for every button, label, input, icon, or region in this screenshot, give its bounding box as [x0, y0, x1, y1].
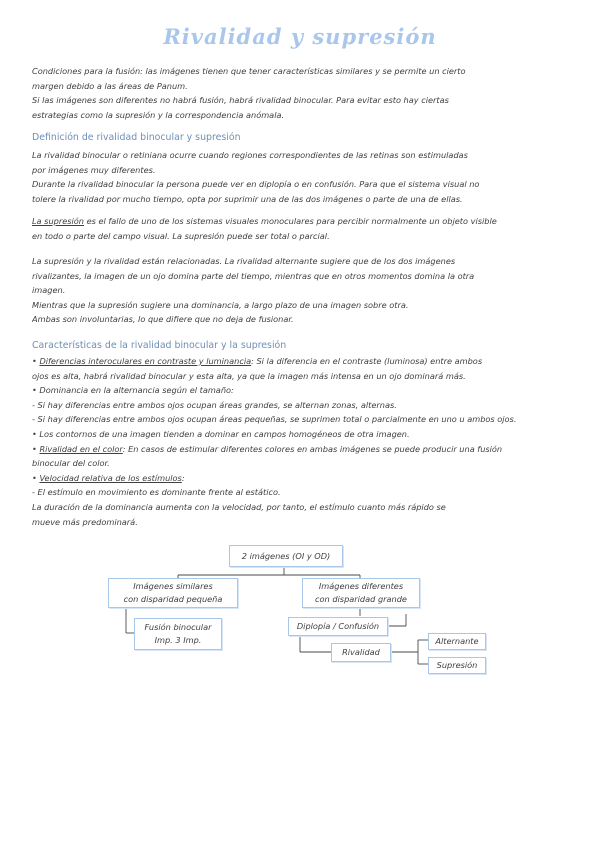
node-label: con disparidad grande: [315, 594, 407, 604]
term: Velocidad relativa de los estímulos: [39, 472, 182, 483]
list-item: • Dominancia en la alternancia según el tamaño:: [32, 385, 234, 396]
list-item: • Los contornos de una imagen tienden a dominar en campos homogéneos de otra imagen.: [32, 428, 410, 439]
intro-line: Condiciones para la fusión: las imágenes tienen que tener características similares y se permite un cierto: [32, 66, 466, 76]
page-title: Rivalidad y supresión: [163, 24, 437, 49]
text-line: La rivalidad binocular o retiniana ocurre cuando regiones correspondientes de las retinas son estimuladas: [32, 150, 468, 160]
node-label: Alternante: [435, 636, 479, 646]
node-label: con disparidad pequeña: [123, 594, 223, 604]
diagram-different-images-node: [302, 578, 420, 608]
text-line: Mientras que la supresión sugiere una dominancia, a largo plazo de una imagen sobre otra.: [32, 299, 409, 310]
term-supresion: La supresión: [32, 216, 84, 226]
intro-line: estrategias como la supresión y la correspondencia anómala.: [32, 109, 285, 120]
list-item: • Diferencias interoculares en contraste y luminancia: Si la diferencia en el contraste (luminosa) entre ambos: [32, 356, 483, 366]
intro-line: margen debido a las áreas de Panum.: [32, 80, 188, 91]
list-item: • Velocidad relativa de los estímulos:: [32, 472, 185, 483]
list-item: ojos es alta, habrá rivalidad binocular y esta alta, ya que la imagen más intensa en un ojo dominará más.: [32, 370, 466, 381]
diagram-alternante-node: [428, 633, 486, 650]
list-item: - El estímulo en movimiento es dominante frente al estático.: [32, 487, 281, 498]
node-label: Imágenes similares: [133, 581, 213, 591]
list-item: binocular del color.: [32, 458, 110, 469]
text-line: Ambas son involuntarias, lo que difiere que no deja de fusionar.: [32, 314, 294, 325]
text-line: por imágenes muy diferentes.: [32, 164, 156, 175]
term: Diferencias interoculares en contraste y luminancia: [39, 356, 252, 366]
list-item: - Si hay diferencias entre ambos ojos ocupan áreas grandes, se alternan zonas, alternas.: [32, 399, 397, 410]
text-line: rivalizantes, la imagen de un ojo domina parte del tiempo, mientras que en otros momentos domina la otra: [32, 270, 475, 281]
text-line: Durante la rivalidad binocular la persona puede ver en diplopía o en confusión. Para que el sistema visual no: [32, 179, 480, 190]
list-item: - Si hay diferencias entre ambos ojos ocupan áreas pequeñas, se suprimen total o parcialmente en uno u ambos ojos.: [32, 414, 517, 425]
node-label: Imágenes diferentes: [318, 581, 404, 591]
section-heading-characteristics: Características de la rivalidad binocular y la supresión: [32, 340, 287, 351]
diagram-rivalidad-node: [331, 643, 391, 662]
list-item: mueve más predominará.: [32, 516, 138, 527]
list-item: • Rivalidad en el color: En casos de estimular diferentes colores en ambas imágenes se puede producir una fusión: [32, 443, 503, 454]
node-label: Imp. 3 Imp.: [154, 635, 202, 645]
node-label: Supresión: [436, 660, 478, 670]
text-line: tolere la rivalidad por mucho tiempo, opta por suprimir una de las dos imágenes o parte de una de ellas.: [32, 193, 463, 204]
text-fragment: :: [181, 472, 185, 483]
diagram-root-node: [229, 545, 343, 567]
node-label: 2 imágenes (OI y OD): [241, 550, 331, 561]
diagram-diplopia-node: [288, 617, 388, 636]
intro-line: Si las imágenes son diferentes no habrá fusión, habrá rivalidad binocular. Para evitar esto hay ciertas: [32, 95, 449, 106]
text-line: en todo o parte del campo visual. La supresión puede ser total o parcial.: [32, 230, 330, 241]
node-label: Rivalidad: [342, 647, 380, 657]
term: Rivalidad en el color: [39, 443, 123, 454]
diagram-similar-images-node: [108, 578, 238, 608]
text-fragment: : Si la diferencia en el contraste (luminosa) entre ambos: [251, 356, 483, 366]
text-line: La supresión y la rivalidad están relacionadas. La rivalidad alternante sugiere que de los dos imágenes: [32, 256, 456, 266]
node-label: Fusión binocular: [144, 622, 212, 632]
node-label: Diplopía / Confusión: [296, 621, 380, 631]
list-item: La duración de la dominancia aumenta con la velocidad, por tanto, el estímulo cuanto más rápido se: [32, 501, 446, 512]
text-fragment: es el fallo de uno de los sistemas visuales monoculares para percibir normalmente un objeto visible: [83, 216, 497, 226]
text-fragment: : En casos de estimular diferentes colores en ambas imágenes se puede producir una fusión: [122, 443, 503, 454]
text-line: imagen.: [32, 285, 66, 296]
section-heading-definition: Definición de rivalidad binocular y supresión: [32, 132, 241, 143]
diagram-fusion-node: [134, 618, 222, 650]
diagram-supresion-node: [428, 657, 486, 674]
